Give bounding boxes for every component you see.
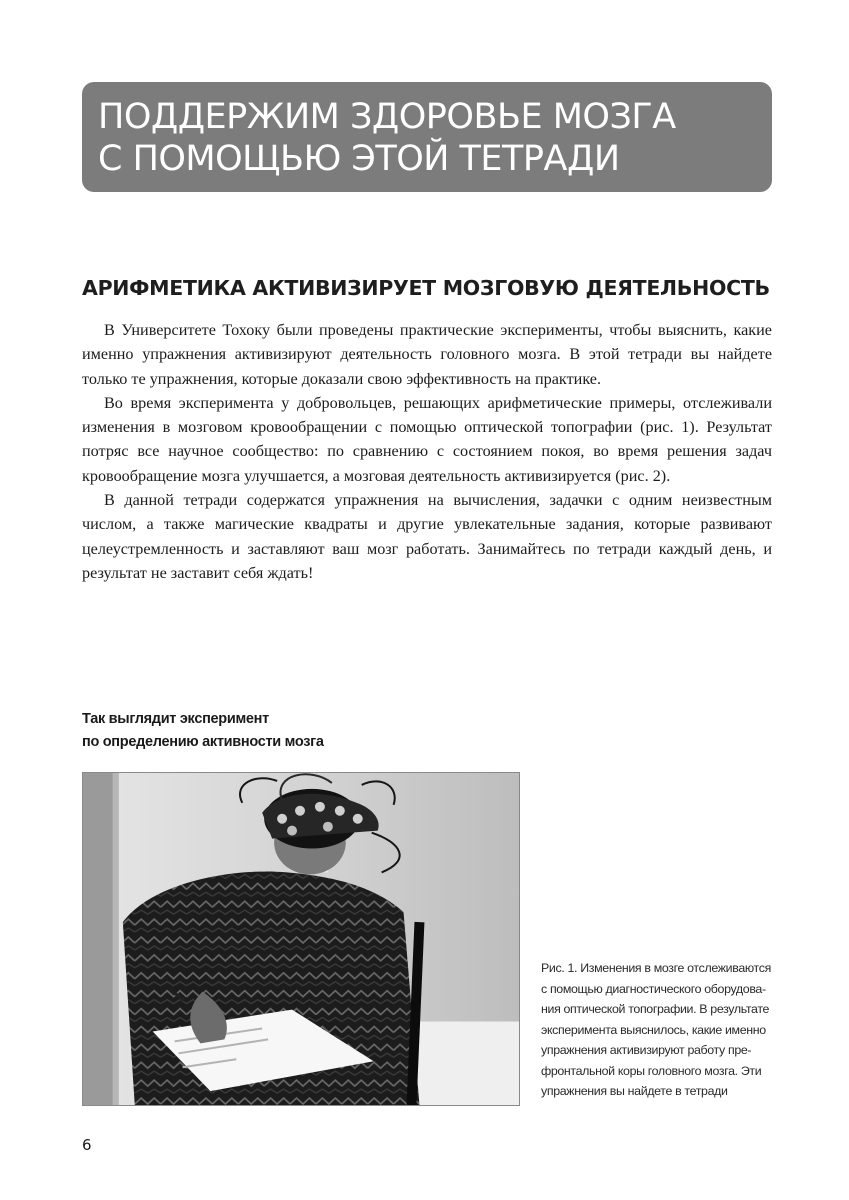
page-number: 6 <box>82 1136 92 1154</box>
paragraph: В данной тетради содержатся упражнения на вычисления, задачки с одним неизвестным числом, а также магические квадраты и другие увлекательные задания, которые развивают целеустремленность и заставляют ваш мозг работать. Занимайтесь по тетради каждый день, и результат не заставит себя ждать! <box>82 491 772 582</box>
figure-caption-line: Рис. 1. Изменения в мозге отслеживаются <box>541 961 771 975</box>
figure-caption-line: упражнения вы найдете в тетради <box>541 1084 728 1098</box>
section-heading: АРИФМЕТИКА АКТИВИЗИРУЕТ МОЗГОВУЮ ДЕЯТЕЛЬНОСТЬ <box>82 276 770 300</box>
paragraph: Во время эксперимента у добровольцев, решающих арифметические примеры, отслеживали изменения в мозговом кровообращении с помощью оптической топографии (рис. 1). Результат потряс все научное сообщество: по сравнению с состоянием покоя, во время решения задач кровообращение мозга улучшается, а мозговая деятельность активизируется (рис. 2). <box>82 393 772 485</box>
experiment-photo-illustration <box>83 773 519 1105</box>
experiment-photo <box>82 772 520 1106</box>
chapter-title-line-1: ПОДДЕРЖИМ ЗДОРОВЬЕ МОЗГА <box>98 97 676 137</box>
figure-title-line-2: по определению активности мозга <box>82 734 324 750</box>
figure-caption <box>541 958 777 1102</box>
figure-title <box>82 708 324 754</box>
chapter-banner <box>82 82 772 192</box>
figure-caption-line: фронтальной коры головного мозга. Эти <box>541 1063 762 1078</box>
body-text <box>82 318 772 585</box>
figure-caption-line: упражнения активизируют работу пре- <box>541 1043 752 1057</box>
figure-caption-line: с помощью диагностического оборудова- <box>541 981 766 996</box>
figure-title-line-1: Так выглядит эксперимент <box>82 711 269 727</box>
figure-caption-line: ния оптической топографии. В результате <box>541 1002 770 1016</box>
chapter-title-line-2: С ПОМОЩЬЮ ЭТОЙ ТЕТРАДИ <box>98 139 620 179</box>
figure-caption-line: эксперимента выяснилось, какие именно <box>541 1022 766 1037</box>
paragraph: В Университете Тохоку были проведены практические эксперименты, чтобы выяснить, какие именно упражнения активизируют деятельность головного мозга. В этой тетради вы найдете только те упражнения, которые доказали свою эффективность на практике. <box>82 321 772 388</box>
